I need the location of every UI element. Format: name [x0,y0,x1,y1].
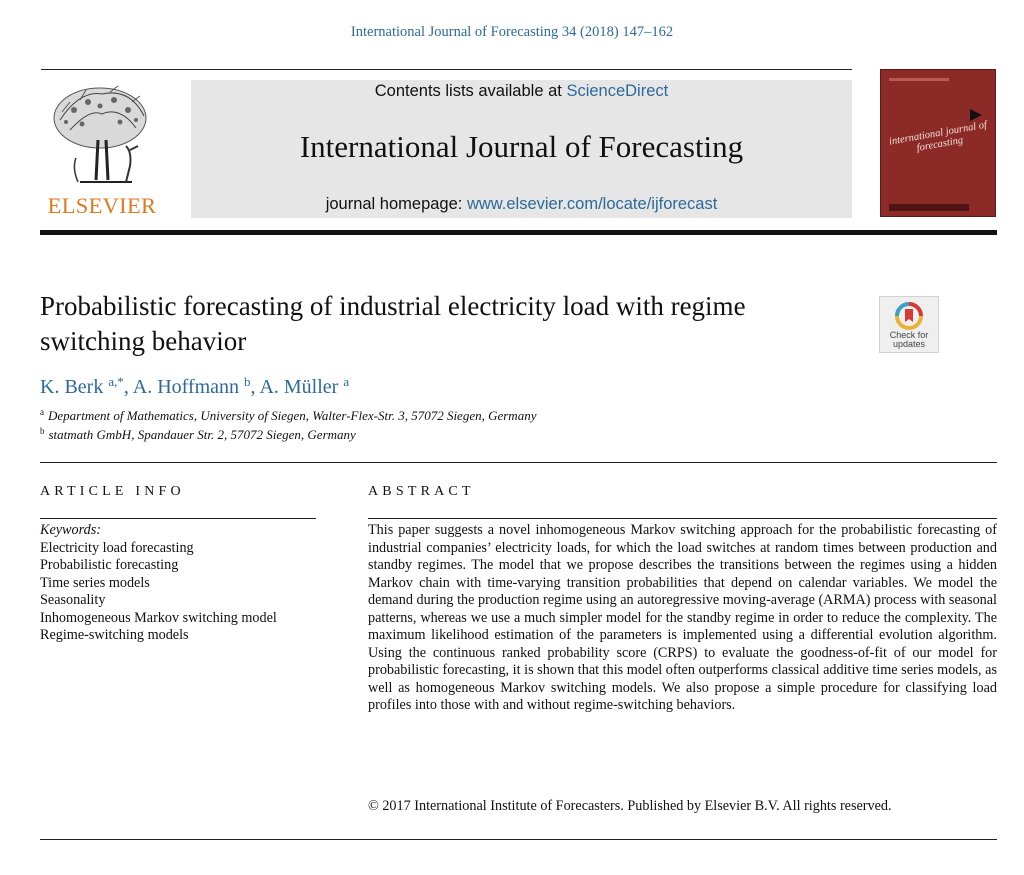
bookmark-ring-icon [894,301,924,331]
journal-citation[interactable]: International Journal of Forecasting 34 (2018) 147–162 [350,24,674,40]
author-affiliation-mark[interactable]: b [244,374,251,389]
header-thick-divider [40,230,997,235]
abstract-divider [368,518,997,519]
homepage-prefix: journal homepage: [325,195,467,213]
abstract-heading: ABSTRACT [368,484,475,499]
tree-icon [40,80,164,192]
cover-footer-bar [889,204,969,211]
journal-title[interactable]: International Journal of Forecasting [299,129,744,164]
contents-line [191,82,852,101]
affiliation: $^a$ Department of Mathematics, University of Siegen, Walter-Flex-Str. 3, 57072 Siegen, Germany [40,407,537,423]
keywords-block [40,522,277,645]
cover-header-bar [889,78,949,81]
author-name[interactable]: A. Hoffmann [132,376,240,398]
journal-homepage-link[interactable]: www.elsevier.com/locate/ijforecast [466,195,718,213]
bottom-divider [40,839,997,840]
keyword-item: Time series models [40,574,150,591]
author-affiliation-mark[interactable]: a [343,374,350,389]
sciencedirect-link[interactable]: ScienceDirect [566,82,669,100]
section-divider [40,462,997,463]
check-for-updates-label: Check for updates [889,330,929,349]
article-info-heading: ARTICLE INFO [40,484,185,499]
author-affiliation-mark[interactable]: a,* [108,374,124,389]
keywords-label: Keywords: [40,522,101,538]
abstract-paragraph: This paper suggests a novel inhomogeneous Markov switching approach for the probabilistic forecasting of industrial companies’ electricity loads, for which the load switches at random times between production and standby regimes. The model that we propose describes the transitions between the regimes using a hidden Markov chain with time-varying transition probabilities that depend on calendar variables. We model the demand during the production regime using an autoregressive moving-average (ARMA) process with seasonal patterns, whereas we use a much simpler model for the standby regime in order to reduce the complexity. The maximum likelihood estimation of the parameters is implemented using a differential evolution algorithm. Using the continuous ranked probability score (CRPS) to evaluate the goodness-of-fit of our model for probabilistic forecasting, it is shown that this model often outperforms classical additive time series models, as well as homogeneous Markov switching models. We also propose a simple procedure for classifying load profiles into those with and without regime-switching behaviors. [368,522,997,713]
author-name[interactable]: A. Müller [259,376,339,398]
article-info-divider [40,518,316,519]
contents-prefix: Contents lists available at [374,82,567,100]
check-for-updates-badge[interactable] [879,296,939,353]
abstract-text [368,522,997,715]
keyword-item: Electricity load forecasting [40,539,194,556]
elsevier-wordmark: ELSEVIER [47,193,157,218]
journal-cover[interactable] [880,69,996,217]
keyword-item: Seasonality [40,592,106,608]
keyword-item: Inhomogeneous Markov switching model [40,609,277,626]
article-title: Probabilistic forecasting of industrial electricity load with regime switching behavior [40,291,746,356]
keyword-item: Probabilistic forecasting [40,557,179,573]
copyright-notice: © 2017 International Institute of Forecasters. Published by Elsevier B.V. All rights reserved. [368,798,892,814]
cover-title: international journal of forecasting [888,119,988,154]
author-list: K. Berk $^{a,*}$, A. Hoffmann $^b$, A. Müller $^a$ [40,374,350,398]
keyword-item: Regime-switching models [40,627,189,643]
affiliation: $^b$ statmath GmbH, Spandauer Str. 2, 57072 Siegen, Germany [40,426,356,442]
top-divider [41,69,852,70]
homepage-line [191,195,852,214]
author-name[interactable]: K. Berk [40,376,104,398]
journal-banner [191,80,852,218]
